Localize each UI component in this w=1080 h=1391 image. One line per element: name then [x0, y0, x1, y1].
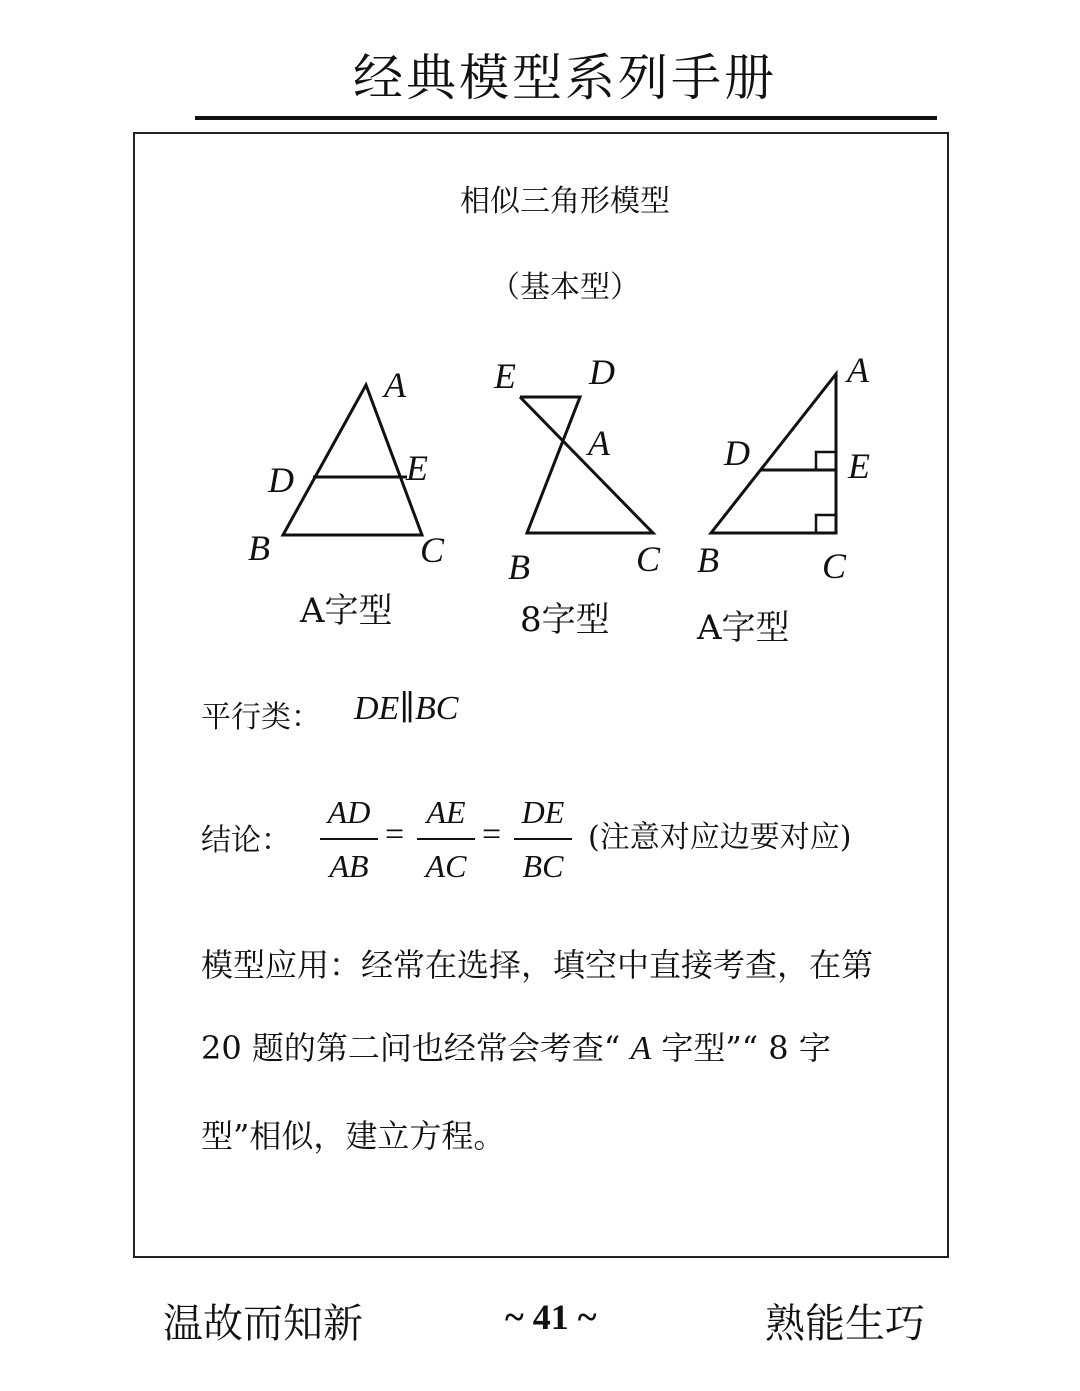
fig1-label-c: C [420, 530, 445, 570]
fig3-label-a: A [847, 350, 869, 390]
application-line-2-a: 20 题的第二问也经常会考查“ [201, 1029, 631, 1067]
application-line-3: 型”相似，建立方程。 [201, 1117, 506, 1155]
fig2-label-a: A [588, 423, 610, 463]
fraction-denominator: BC [522, 848, 564, 884]
fraction-numerator: AE [426, 794, 466, 830]
application-line-2-b: 字型”“ 8 字 [651, 1029, 831, 1067]
fig2-label-d: D [589, 352, 615, 392]
fraction-de-bc [514, 792, 572, 886]
fig3-right-angle-c [816, 515, 836, 533]
fig1-label-d: D [268, 460, 294, 500]
fig1-label-b: B [248, 528, 270, 568]
fraction-denominator: AB [329, 848, 369, 884]
section-title: 相似三角形模型 [460, 184, 670, 219]
fig3-label-c: C [822, 546, 847, 586]
application-variable: A [630, 1030, 652, 1067]
application-line-1: 模型应用：经常在选择，填空中直接考查，在第 [201, 946, 874, 984]
fig3-right-angle-e [816, 452, 836, 470]
fraction-numerator: DE [521, 794, 565, 830]
equals-sign: = [385, 816, 405, 853]
section-subtitle: （基本型） [490, 270, 640, 305]
page-number: ~ 41 ~ [505, 1297, 597, 1337]
fig1-triangle [283, 385, 422, 535]
parallel-label: 平行类： [201, 700, 321, 735]
footer-motto-left: 温故而知新 [163, 1301, 363, 1347]
fraction-ad-ab [320, 792, 378, 886]
fig2-label-c: C [636, 539, 661, 579]
fig3-label-b: B [697, 540, 719, 580]
fig1-label-e: E [406, 448, 428, 488]
fig3-label-e: E [848, 446, 870, 486]
fig2-bowtie [520, 397, 653, 533]
fig1-label-a: A [384, 365, 406, 405]
fig3-caption: A字型 [697, 608, 790, 648]
fraction-ae-ac [417, 792, 475, 886]
conclusion-label: 结论： [201, 823, 291, 858]
fig2-caption: 8字型 [520, 600, 610, 640]
parallel-expression: DE∥BC [354, 690, 459, 727]
fraction-denominator: AC [425, 848, 467, 884]
fig2-label-b: B [508, 547, 530, 587]
fig1-caption: A字型 [300, 591, 393, 631]
equals-sign: = [482, 816, 502, 853]
application-line-2 [201, 1023, 831, 1069]
fig3-label-d: D [724, 433, 750, 473]
fig2-label-e: E [494, 356, 516, 396]
fraction-numerator: AD [327, 794, 371, 830]
footer-motto-right: 熟能生巧 [765, 1301, 925, 1347]
conclusion-note: (注意对应边要对应) [588, 820, 852, 855]
manual-title: 经典模型系列手册 [353, 49, 777, 107]
